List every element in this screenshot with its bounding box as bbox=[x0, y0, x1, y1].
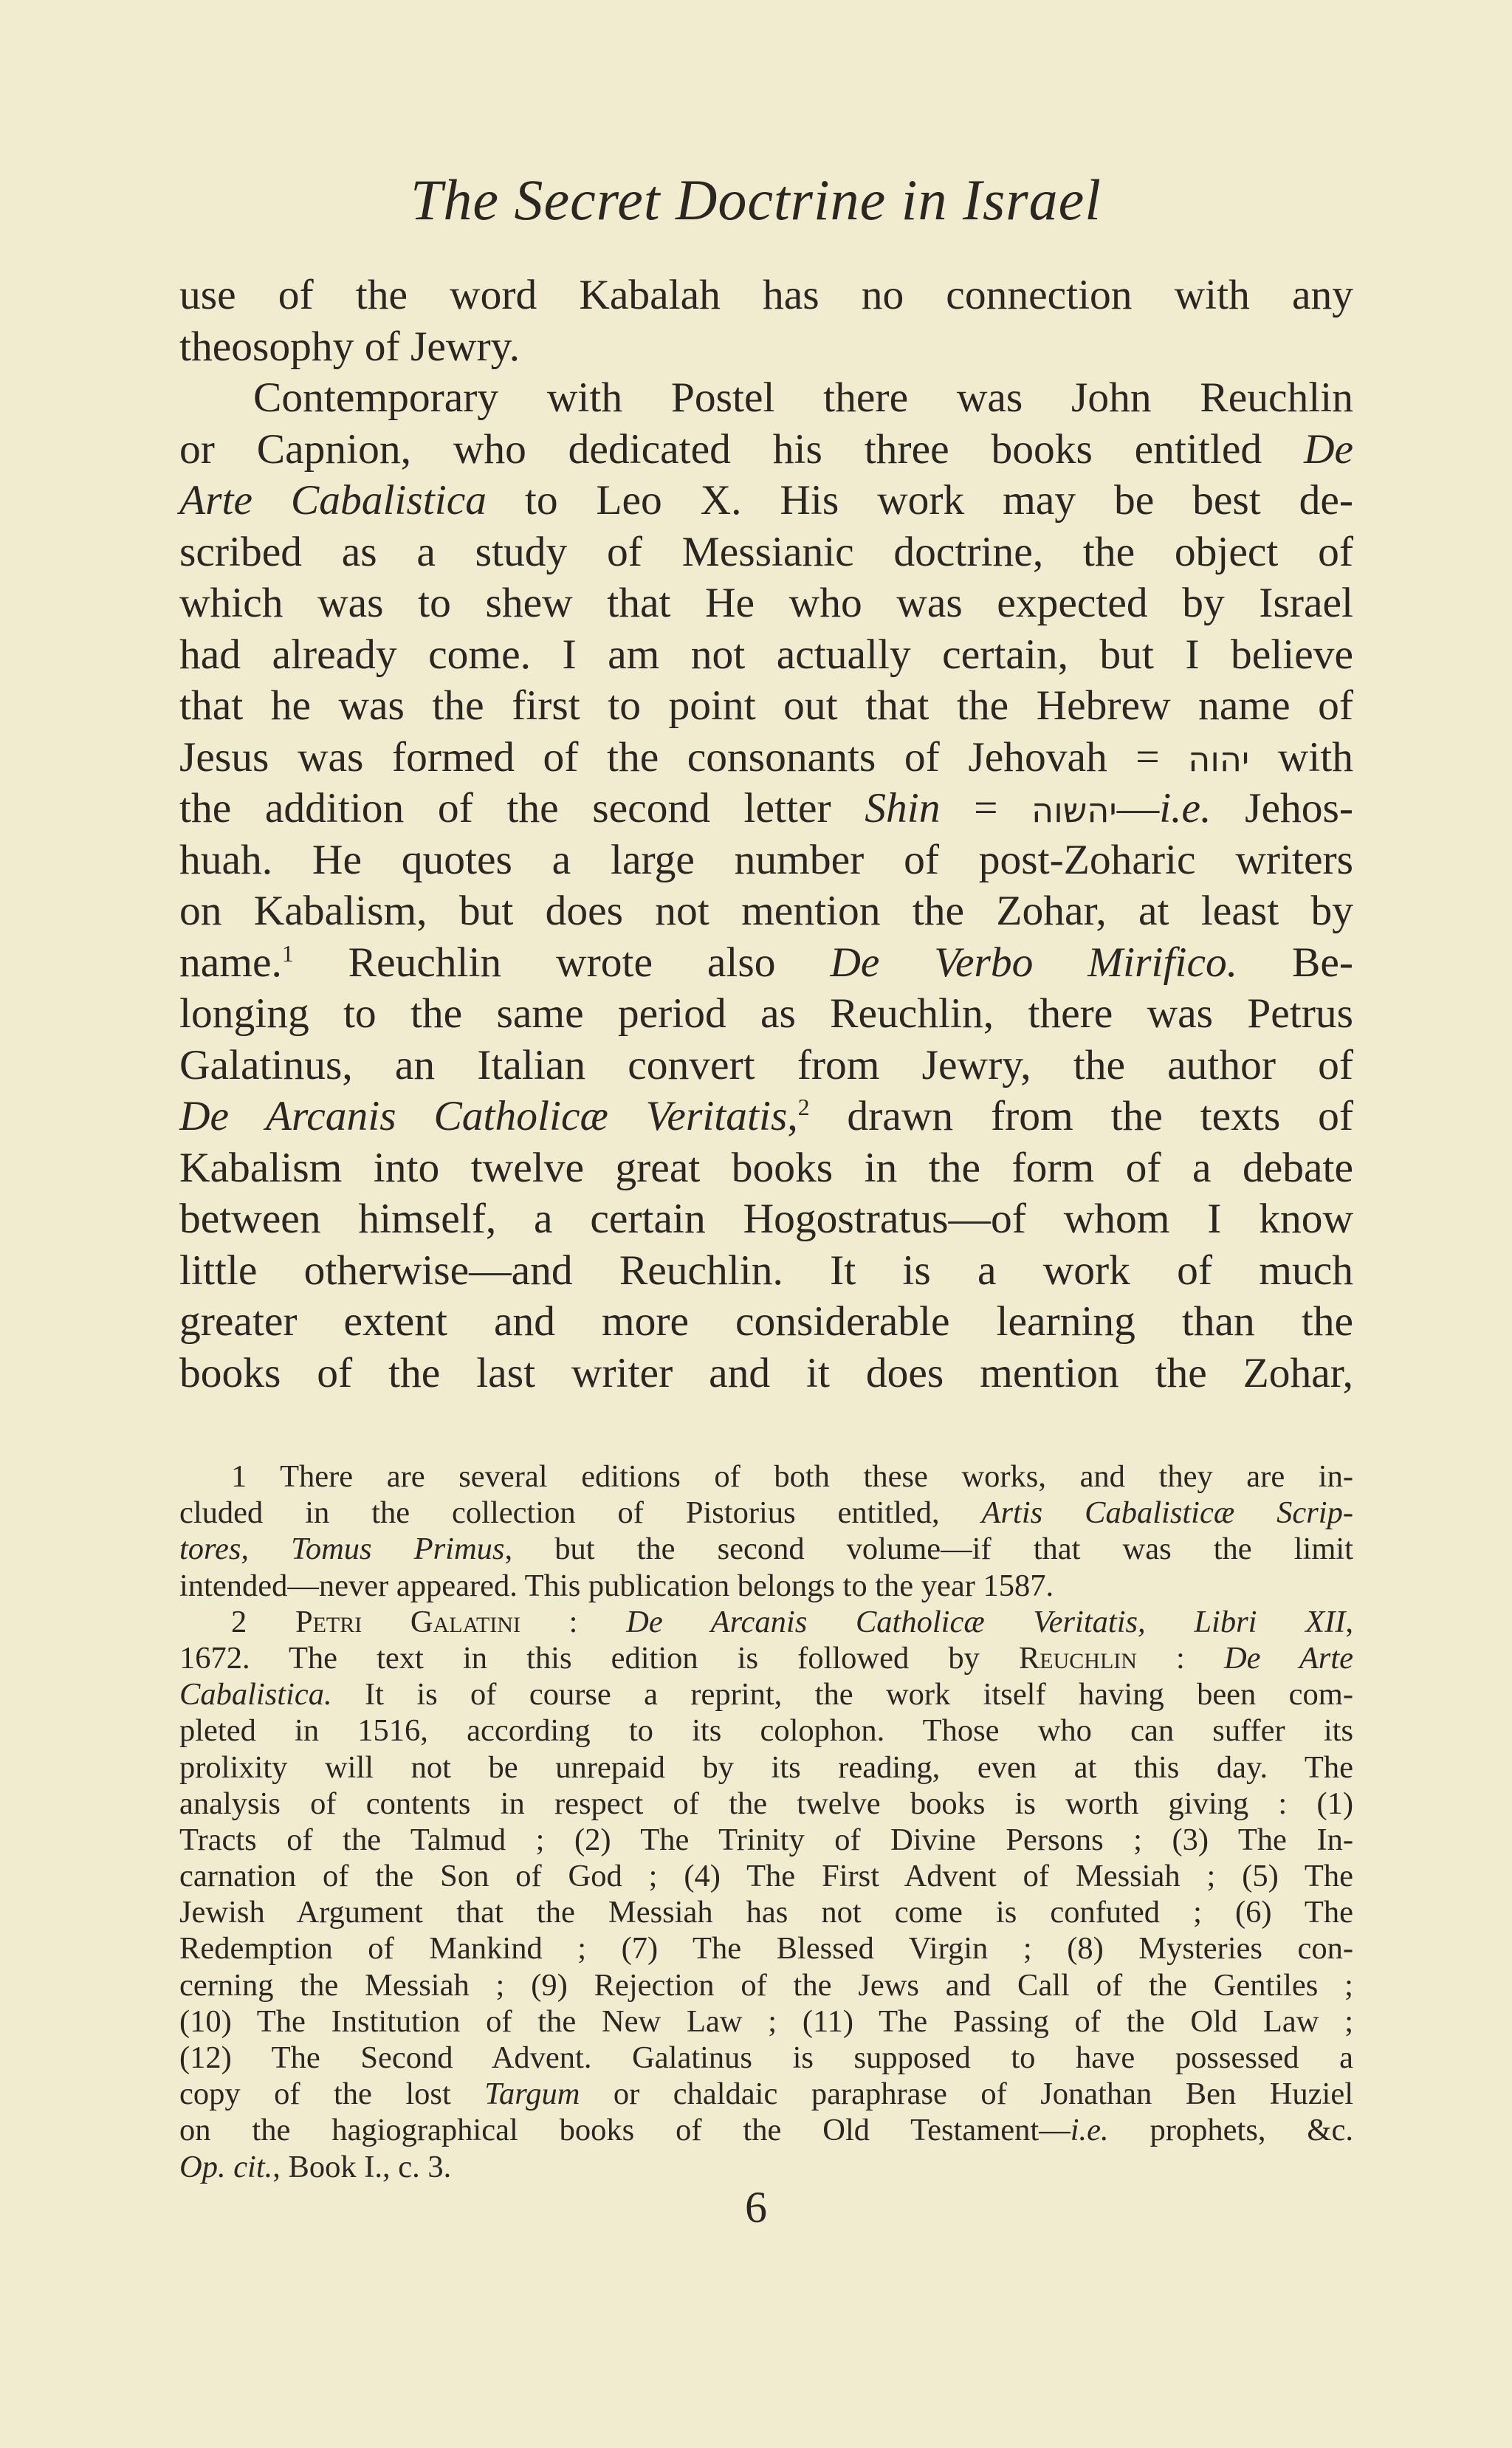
text-run: cluded in the collection of Pistorius entitled, bbox=[179, 1495, 982, 1531]
text-run: Tracts of the Talmud ; (2) The Trinity of Divine Persons ; (3) The In- bbox=[179, 1822, 1353, 1857]
italic-text: Targum bbox=[484, 2077, 580, 2112]
body-line bbox=[179, 424, 1353, 476]
text-run: (12) The Second Advent. Galatinus is supposed to have possessed a bbox=[179, 2040, 1353, 2075]
body-line bbox=[179, 1348, 1353, 1399]
text-run: pleted in 1516, according to its colophon. Those who can suffer its bbox=[179, 1713, 1353, 1749]
footnote-line bbox=[179, 1531, 1353, 1567]
text-run: Be- bbox=[1237, 939, 1353, 986]
italic-text: De bbox=[1303, 425, 1353, 473]
footnote-line bbox=[179, 1568, 1353, 1604]
footnote-line bbox=[179, 1676, 1353, 1712]
text-run: that he was the first to point out that the Hebrew name of bbox=[179, 682, 1353, 729]
italic-text: Shin bbox=[865, 785, 941, 832]
text-run: It is of course a reprint, the work itself having been com- bbox=[331, 1677, 1353, 1712]
body-line bbox=[179, 783, 1353, 834]
footnotes bbox=[179, 1458, 1353, 2185]
text-run: or chaldaic paraphrase of Jonathan Ben Huziel bbox=[580, 2077, 1354, 2112]
text-run: copy of the lost bbox=[179, 2077, 485, 2112]
body-line bbox=[179, 270, 1353, 321]
body-line bbox=[179, 885, 1353, 937]
text-run: Galatinus, an Italian convert from Jewry, the author of bbox=[179, 1041, 1353, 1088]
text-run: scribed as a study of Messianic doctrine, the object of bbox=[179, 528, 1353, 575]
italic-text: Arte Cabalistica bbox=[179, 477, 487, 524]
italic-text: Cabalistica. bbox=[179, 1677, 332, 1712]
footnote-line bbox=[179, 2076, 1353, 2112]
text-run: 2 bbox=[231, 1604, 295, 1639]
body-line bbox=[179, 1040, 1353, 1091]
text-run: Jesus was formed of the consonants of Jehovah = bbox=[179, 733, 1189, 781]
body-line bbox=[179, 834, 1353, 886]
body-line bbox=[179, 1091, 1353, 1142]
small-caps-text: Petri Galatini bbox=[295, 1604, 520, 1639]
footnote-line bbox=[179, 1640, 1353, 1676]
footnote-line bbox=[179, 1786, 1353, 1822]
body-line bbox=[179, 1245, 1353, 1297]
text-run: 1 There are several editions of both these works, and they are in- bbox=[231, 1459, 1353, 1494]
text-run: Jewish Argument that the Messiah has not come is confuted ; (6) The bbox=[179, 1895, 1353, 1930]
text-run: Redemption of Mankind ; (7) The Blessed Virgin ; (8) Mysteries con- bbox=[179, 1931, 1353, 1967]
body-line bbox=[179, 372, 1353, 424]
text-run: Contemporary with Postel there was John Reuchlin bbox=[253, 374, 1353, 421]
text-run: on Kabalism, but does not mention the Zohar, at least by bbox=[179, 888, 1353, 934]
text-run: = bbox=[940, 785, 1032, 832]
text-run: cerning the Messiah ; (9) Rejection of the Jews and Call of the Gentiles ; bbox=[179, 1967, 1353, 2003]
hebrew-text: יהוה bbox=[1188, 738, 1250, 779]
text-run: to Leo X. His work may be best de- bbox=[487, 477, 1353, 524]
text-run: (10) The Institution of the New Law ; (11) The Passing of the Old Law ; bbox=[179, 2003, 1353, 2039]
text-run: , bbox=[787, 1093, 798, 1139]
text-run: : bbox=[1136, 1640, 1224, 1676]
body-line bbox=[179, 1296, 1353, 1348]
text-run: , bbox=[1345, 1604, 1354, 1639]
italic-text: Artis Cabalisticæ Scrip- bbox=[981, 1495, 1353, 1531]
text-run: drawn from the texts of bbox=[809, 1093, 1353, 1139]
body-line bbox=[179, 527, 1353, 578]
italic-text: De Arcanis Catholicæ Veritatis bbox=[179, 1093, 788, 1139]
text-run: , but the second volume—if that was the limit bbox=[504, 1532, 1353, 1567]
body-line bbox=[179, 1142, 1353, 1194]
text-run: prolixity will not be unrepaid by its reading, even at this day. The bbox=[179, 1749, 1353, 1785]
text-run: 1672. The text in this edition is followed by bbox=[179, 1640, 1019, 1676]
italic-text: De Verbo Mirifico. bbox=[830, 939, 1238, 986]
body-line bbox=[179, 1193, 1353, 1245]
body-line bbox=[179, 680, 1353, 732]
text-run: between himself, a certain Hogostratus—of whom I know bbox=[179, 1196, 1353, 1242]
body-line bbox=[179, 475, 1353, 527]
text-run: — bbox=[1116, 785, 1160, 832]
text-run: Kabalism into twelve great books in the form of a debate bbox=[179, 1144, 1353, 1191]
italic-text: tores, Tomus Primus bbox=[179, 1532, 505, 1567]
body-text bbox=[179, 270, 1353, 1399]
footnote-line bbox=[179, 2003, 1353, 2040]
text-run: books of the last writer and it does mention the Zohar, bbox=[179, 1349, 1353, 1396]
footnote-line bbox=[179, 1604, 1353, 1640]
text-run: Jehos- bbox=[1211, 785, 1353, 832]
text-run: Reuchlin wrote also bbox=[293, 939, 831, 986]
text-run: , Book I., c. 3. bbox=[272, 2149, 452, 2184]
text-run: longing to the same period as Reuchlin, there was Petrus bbox=[179, 990, 1353, 1037]
text-run: use of the word Kabalah has no connection with any bbox=[179, 272, 1353, 318]
small-caps-text: Reuchlin bbox=[1018, 1640, 1137, 1676]
body-line bbox=[179, 629, 1353, 681]
text-run: analysis of contents in respect of the twelve books is worth giving : (1) bbox=[179, 1786, 1353, 1821]
text-run: the addition of the second letter bbox=[179, 785, 865, 832]
body-line bbox=[179, 937, 1353, 989]
running-head: The Secret Doctrine in Israel bbox=[410, 168, 1102, 232]
footnote-line bbox=[179, 1822, 1353, 1858]
text-run: name. bbox=[179, 939, 282, 986]
footnote-line bbox=[179, 2040, 1353, 2076]
page-number: 6 bbox=[745, 2183, 767, 2232]
italic-text: Op. cit. bbox=[179, 2149, 273, 2184]
text-run: : bbox=[520, 1604, 627, 1639]
italic-text: De Arcanis Catholicæ Veritatis, Libri XII bbox=[626, 1604, 1346, 1639]
footnote-line bbox=[179, 1749, 1353, 1786]
body-line bbox=[179, 321, 1353, 373]
footnote-line bbox=[179, 2112, 1353, 2148]
footnote-ref: 2 bbox=[797, 1094, 810, 1120]
text-run: greater extent and more considerable learning than the bbox=[179, 1298, 1353, 1345]
footnote-line bbox=[179, 1495, 1353, 1531]
footnote-line bbox=[179, 1858, 1353, 1894]
body-line bbox=[179, 577, 1353, 629]
hebrew-text: יהשוה bbox=[1031, 790, 1117, 830]
footnote-line bbox=[179, 1712, 1353, 1749]
text-run: carnation of the Son of God ; (4) The First Advent of Messiah ; (5) The bbox=[179, 1859, 1353, 1894]
body-line bbox=[179, 988, 1353, 1040]
footnote-line bbox=[179, 1458, 1353, 1495]
italic-text: i.e. bbox=[1070, 2113, 1109, 2148]
text-run: little otherwise—and Reuchlin. It is a work of much bbox=[179, 1247, 1353, 1294]
text-run: prophets, &c. bbox=[1108, 2113, 1353, 2148]
text-run: huah. He quotes a large number of post-Zoharic writers bbox=[179, 836, 1353, 883]
italic-text: De Arte bbox=[1223, 1640, 1353, 1676]
footnote-line bbox=[179, 1930, 1353, 1967]
text-run: which was to shew that He who was expected by Israel bbox=[179, 580, 1353, 626]
footnote-ref: 1 bbox=[281, 940, 294, 967]
body-line bbox=[179, 732, 1353, 784]
text-run: theosophy of Jewry. bbox=[179, 323, 520, 370]
footnote-line bbox=[179, 1967, 1353, 2003]
text-run: with bbox=[1249, 733, 1353, 781]
text-run: intended—never appeared. This publication belongs to the year 1587. bbox=[179, 1568, 1054, 1603]
footnote-line bbox=[179, 1894, 1353, 1930]
text-run: had already come. I am not actually certain, but I believe bbox=[179, 631, 1353, 678]
text-run: or Capnion, who dedicated his three books entitled bbox=[179, 425, 1304, 473]
text-run: on the hagiographical books of the Old Testament— bbox=[179, 2113, 1071, 2148]
italic-text: i.e. bbox=[1159, 785, 1212, 832]
footnote-line bbox=[179, 2149, 1353, 2185]
